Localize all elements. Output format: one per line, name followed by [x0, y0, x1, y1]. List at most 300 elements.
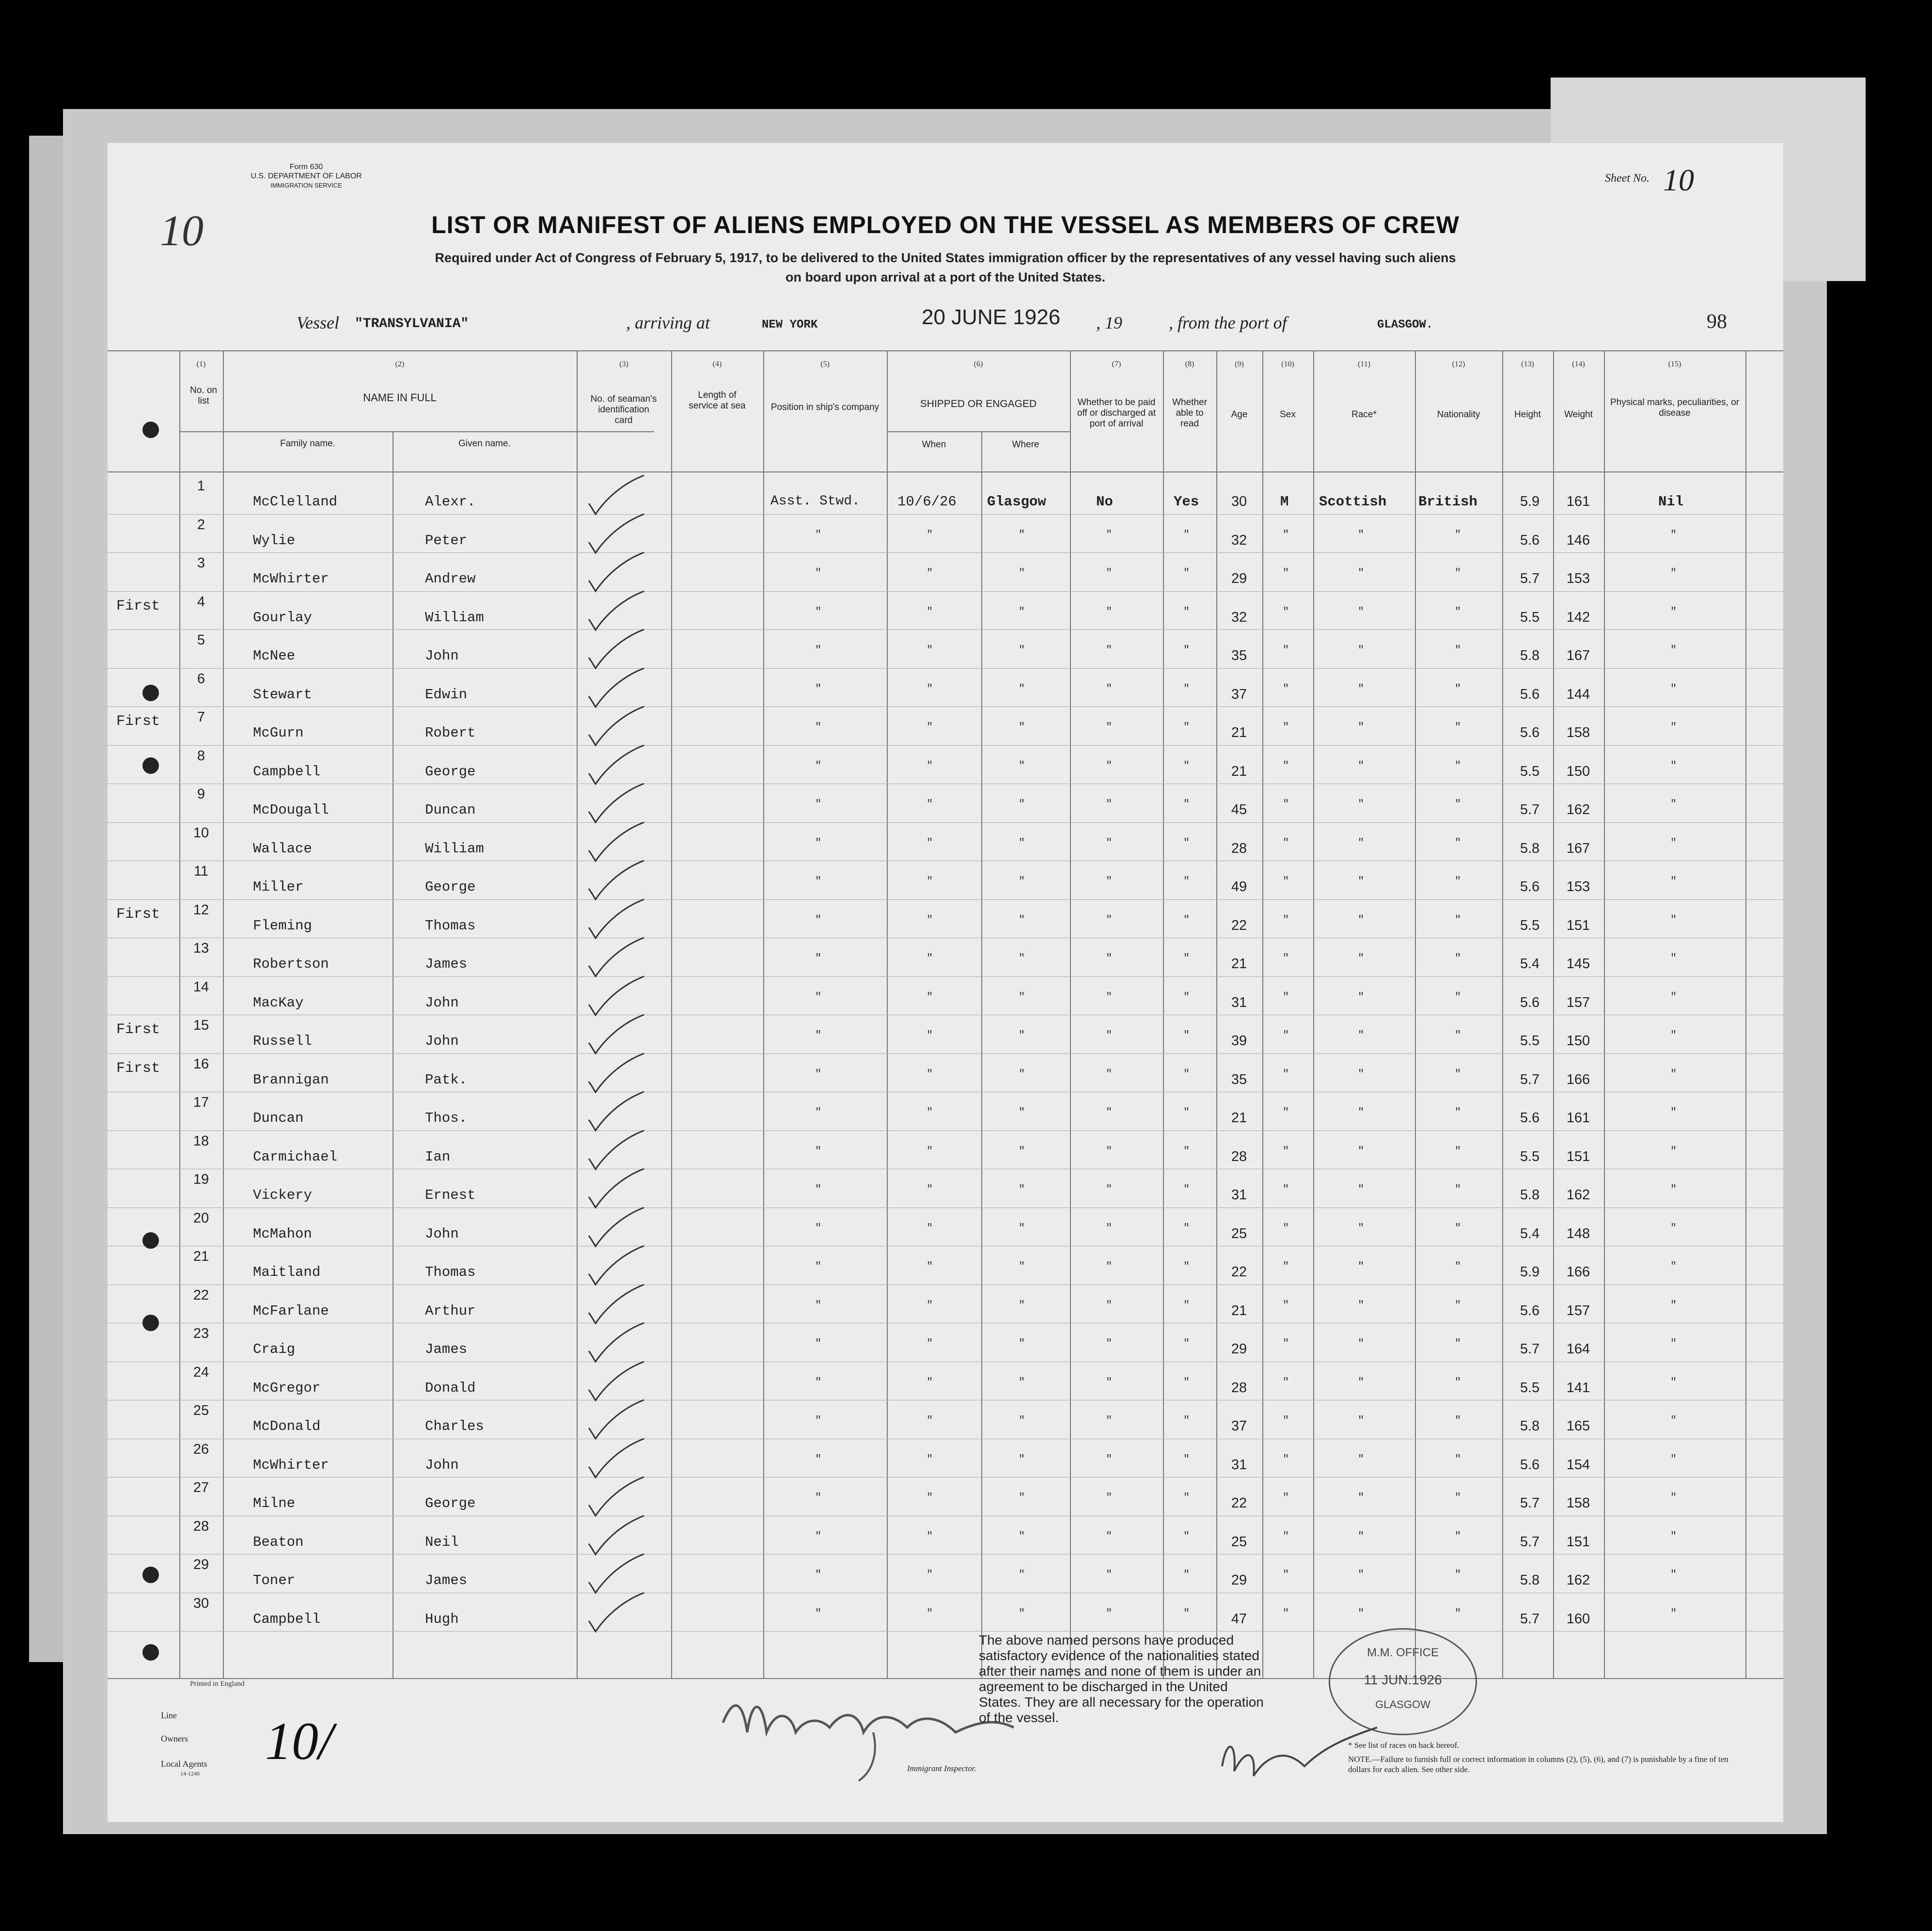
ditto-mark: "	[1283, 1530, 1289, 1542]
col5-number: (5)	[820, 360, 830, 368]
col13-label: Height	[1514, 409, 1541, 420]
ditto-mark: "	[1455, 1337, 1461, 1350]
ditto-mark: "	[1455, 952, 1461, 964]
row-number: 23	[193, 1326, 209, 1341]
ditto-mark: "	[1283, 1337, 1289, 1350]
weight-value: 150	[1566, 763, 1590, 779]
ditto-mark: "	[1183, 1029, 1190, 1041]
col7-number: (7)	[1112, 360, 1121, 368]
height-value: 5.5	[1520, 1148, 1540, 1164]
ditto-mark: "	[1455, 682, 1461, 695]
ditto-mark: "	[1670, 913, 1677, 926]
ditto-mark: "	[1183, 1530, 1190, 1542]
ditto-mark: "	[927, 1222, 933, 1234]
vessel-label: Vessel	[297, 313, 339, 332]
weight-value: 153	[1566, 571, 1590, 586]
family-name: McMahon	[253, 1225, 312, 1242]
col9-number: (9)	[1235, 360, 1244, 368]
weight-value: 141	[1566, 1380, 1590, 1396]
ditto-mark: "	[1019, 1068, 1025, 1080]
row-number: 26	[193, 1441, 209, 1457]
ditto-mark: "	[927, 1068, 933, 1080]
weight-value: 158	[1566, 725, 1590, 740]
row-number: 22	[193, 1287, 209, 1303]
given-name: Edwin	[425, 686, 468, 703]
given-name: Ernest	[425, 1187, 476, 1203]
ditto-mark: "	[1183, 1607, 1190, 1619]
weight-value: 161	[1566, 494, 1590, 509]
ditto-mark: "	[1106, 1145, 1113, 1157]
ditto-mark: "	[1283, 1068, 1289, 1080]
check-mark-icon	[585, 705, 648, 748]
ditto-mark: "	[1183, 567, 1190, 579]
check-mark-icon	[585, 1552, 648, 1596]
ditto-mark: "	[1106, 1376, 1113, 1388]
family-name: Campbell	[253, 763, 321, 780]
ditto-mark: "	[815, 1183, 822, 1195]
check-mark-icon	[585, 1206, 648, 1249]
family-name: Carmichael	[253, 1148, 338, 1165]
height-value: 5.7	[1520, 1611, 1540, 1627]
weight-value: 150	[1566, 1033, 1590, 1049]
ditto-mark: "	[1455, 1607, 1461, 1619]
ditto-mark: "	[1283, 1145, 1289, 1157]
ditto-mark: "	[1455, 605, 1461, 618]
right-page-number: 98	[1707, 311, 1727, 333]
ditto-mark: "	[1019, 1299, 1025, 1311]
punch-hole	[142, 757, 159, 774]
weight-value: 146	[1566, 532, 1590, 548]
ditto-mark: "	[815, 836, 822, 849]
row-rule	[108, 1130, 1783, 1131]
ditto-mark: "	[1358, 836, 1365, 849]
first-row-read: Yes	[1174, 494, 1199, 510]
ditto-mark: "	[927, 1183, 933, 1195]
ditto-mark: "	[1019, 528, 1025, 541]
ditto-mark: "	[815, 875, 822, 887]
col8-number: (8)	[1185, 360, 1194, 368]
row-number: 5	[197, 632, 205, 648]
ditto-mark: "	[1670, 1222, 1677, 1234]
col1-number: (1)	[196, 360, 206, 368]
family-name: Toner	[253, 1572, 296, 1588]
col14-number: (14)	[1572, 360, 1585, 368]
ditto-mark: "	[1455, 644, 1461, 656]
given-name: Alexr.	[425, 494, 476, 510]
ditto-mark: "	[1358, 605, 1365, 618]
row-rule	[108, 514, 1783, 515]
weight-value: 151	[1566, 1148, 1590, 1164]
col6-label: SHIPPED OR ENGAGED	[920, 398, 1037, 409]
ditto-mark: "	[1106, 1337, 1113, 1350]
year-label: , 19	[1096, 313, 1122, 332]
ditto-mark: "	[927, 1569, 933, 1581]
check-mark-icon	[585, 1052, 648, 1095]
ditto-mark: "	[1283, 605, 1289, 618]
given-name: Donald	[425, 1380, 476, 1396]
check-mark-icon	[585, 1360, 648, 1403]
sheet-number: 10	[1663, 163, 1694, 197]
ditto-mark: "	[1283, 1376, 1289, 1388]
ditto-mark: "	[1106, 605, 1113, 618]
ditto-mark: "	[1106, 1029, 1113, 1041]
row-number: 8	[197, 748, 205, 764]
ditto-mark: "	[1183, 605, 1190, 618]
check-mark-icon	[585, 936, 648, 979]
age-value: 31	[1231, 1457, 1247, 1473]
left-margin-note: First	[116, 1060, 160, 1077]
stamp-city: GLASGOW	[1375, 1698, 1430, 1711]
table-header-rule	[108, 471, 1783, 472]
family-name: Campbell	[253, 1611, 321, 1627]
family-name: McDougall	[253, 802, 329, 818]
ditto-mark: "	[1670, 990, 1677, 1003]
check-mark-icon	[585, 1013, 648, 1056]
col-line-6	[763, 350, 764, 1678]
col4-number: (4)	[712, 360, 722, 368]
ditto-mark: "	[1106, 528, 1113, 541]
height-value: 5.6	[1520, 725, 1540, 740]
ditto-mark: "	[1183, 759, 1190, 772]
col11-number: (11)	[1357, 360, 1371, 368]
ditto-mark: "	[1283, 759, 1289, 772]
family-name: McFarlane	[253, 1303, 329, 1319]
weight-value: 167	[1566, 840, 1590, 856]
row-rule	[108, 745, 1783, 746]
age-value: 37	[1231, 686, 1247, 702]
ditto-mark: "	[927, 1337, 933, 1350]
ditto-mark: "	[1455, 1068, 1461, 1080]
row-number: 14	[193, 979, 209, 995]
local-agents-label: Local Agents	[161, 1759, 207, 1769]
first-row-when: 10/6/26	[897, 494, 957, 510]
given-name: John	[425, 1225, 459, 1242]
col6-number: (6)	[974, 360, 983, 368]
col1-label: No. on list	[190, 385, 217, 406]
ditto-mark: "	[1455, 1376, 1461, 1388]
check-mark-icon	[585, 1514, 648, 1557]
row-number: 19	[193, 1172, 209, 1187]
row-number: 1	[197, 478, 205, 494]
ditto-mark: "	[1106, 1414, 1113, 1427]
col3-number: (3)	[619, 360, 628, 368]
check-mark-icon	[585, 859, 648, 902]
ditto-mark: "	[1019, 1222, 1025, 1234]
row-number: 17	[193, 1095, 209, 1110]
given-name: Thos.	[425, 1110, 468, 1126]
ditto-mark: "	[1106, 836, 1113, 849]
ditto-mark: "	[1283, 1607, 1289, 1619]
age-value: 31	[1231, 1187, 1247, 1203]
age-value: 37	[1231, 1418, 1247, 1434]
ditto-mark: "	[1358, 1453, 1365, 1465]
ditto-mark: "	[1283, 567, 1289, 579]
penalty-note: NOTE.—Failure to furnish full or correct information in columns (2), (5), (6), and (7) is punishable by a fine of ten dollars for each alien. See other side.	[1348, 1755, 1728, 1774]
row-number: 2	[197, 517, 205, 533]
table-top-rule	[108, 350, 1783, 351]
height-value: 5.6	[1520, 1457, 1540, 1473]
weight-value: 166	[1566, 1264, 1590, 1280]
height-value: 5.6	[1520, 532, 1540, 548]
check-mark-icon	[585, 666, 648, 710]
col-line-8	[981, 431, 982, 1678]
ditto-mark: "	[1455, 1299, 1461, 1311]
age-value: 21	[1231, 763, 1247, 779]
family-name: Milne	[253, 1495, 296, 1511]
punch-hole	[142, 1232, 159, 1249]
ditto-mark: "	[1183, 990, 1190, 1003]
ditto-mark: "	[1019, 1569, 1025, 1581]
col-line-12	[1262, 350, 1263, 1678]
family-name: McWhirter	[253, 1457, 329, 1473]
height-value: 5.6	[1520, 1110, 1540, 1126]
ditto-mark: "	[1106, 1299, 1113, 1311]
ditto-mark: "	[927, 990, 933, 1003]
ditto-mark: "	[1670, 1376, 1677, 1388]
age-value: 22	[1231, 917, 1247, 933]
weight-value: 166	[1566, 1071, 1590, 1087]
family-name: McGregor	[253, 1380, 321, 1396]
ditto-mark: "	[927, 1029, 933, 1041]
check-mark-icon	[585, 743, 648, 787]
ditto-mark: "	[1019, 644, 1025, 656]
ditto-mark: "	[1358, 759, 1365, 772]
ditto-mark: "	[927, 875, 933, 887]
from-port: GLASGOW.	[1377, 318, 1433, 331]
ditto-mark: "	[1455, 1106, 1461, 1118]
ditto-mark: "	[1670, 567, 1677, 579]
ditto-mark: "	[815, 1337, 822, 1350]
check-mark-icon	[585, 820, 648, 864]
col6-when-label: When	[922, 440, 946, 450]
check-mark-icon	[585, 974, 648, 1018]
manifest-page	[108, 143, 1783, 1822]
ditto-mark: "	[927, 1299, 933, 1311]
ditto-mark: "	[815, 1530, 822, 1542]
manifest-subtitle-1: Required under Act of Congress of February 5, 1917, to be delivered to the United States immigration officer by the representatives of any vessel having such aliens	[435, 251, 1456, 265]
row-number: 11	[193, 863, 209, 879]
col10-number: (10)	[1281, 360, 1294, 368]
punch-hole	[142, 1567, 159, 1583]
check-mark-icon	[585, 628, 648, 671]
col2-number: (2)	[395, 360, 405, 368]
first-row-paid-off: No	[1096, 494, 1113, 510]
ditto-mark: "	[1183, 1145, 1190, 1157]
given-name: Neil	[425, 1534, 459, 1550]
row-rule	[108, 668, 1783, 669]
ditto-mark: "	[815, 759, 822, 772]
ditto-mark: "	[815, 913, 822, 926]
ditto-mark: "	[1455, 528, 1461, 541]
family-name: Fleming	[253, 917, 312, 934]
row-rule	[108, 1631, 1783, 1632]
ditto-mark: "	[1670, 1607, 1677, 1619]
punch-hole	[142, 1644, 159, 1661]
age-value: 28	[1231, 1380, 1247, 1396]
ditto-mark: "	[1455, 721, 1461, 733]
given-name: Thomas	[425, 917, 476, 934]
ditto-mark: "	[1019, 990, 1025, 1003]
ditto-mark: "	[1106, 913, 1113, 926]
ditto-mark: "	[1358, 1376, 1365, 1388]
punch-hole	[142, 685, 159, 701]
ditto-mark: "	[1455, 836, 1461, 849]
height-value: 5.6	[1520, 686, 1540, 702]
check-mark-icon	[585, 1244, 648, 1287]
ditto-mark: "	[1019, 913, 1025, 926]
col5-label: Position in ship's company	[770, 402, 880, 412]
ditto-mark: "	[1358, 1222, 1365, 1234]
height-value: 5.9	[1520, 1264, 1540, 1280]
ditto-mark: "	[1358, 798, 1365, 810]
height-value: 5.7	[1520, 1534, 1540, 1550]
ditto-mark: "	[1455, 1569, 1461, 1581]
first-row-position: Asst. Stwd.	[770, 494, 860, 509]
ditto-mark: "	[927, 1530, 933, 1542]
height-value: 5.7	[1520, 802, 1540, 817]
check-mark-icon	[585, 1475, 648, 1519]
race-footnote: * See list of races on back hereof.	[1348, 1741, 1460, 1750]
row-rule	[108, 976, 1783, 977]
ditto-mark: "	[1019, 1453, 1025, 1465]
ditto-mark: "	[815, 605, 822, 618]
manifest-subtitle-2: on board upon arrival at a port of the United States.	[785, 270, 1106, 284]
vessel-name: "TRANSYLVANIA"	[355, 316, 469, 331]
ditto-mark: "	[1670, 1530, 1677, 1542]
ditto-mark: "	[1283, 990, 1289, 1003]
height-value: 5.7	[1520, 1071, 1540, 1087]
ditto-mark: "	[1670, 798, 1677, 810]
ditto-mark: "	[1455, 1029, 1461, 1041]
form-number: Form 630	[289, 163, 323, 171]
age-value: 45	[1231, 802, 1247, 817]
col-line-5	[671, 350, 672, 1678]
handwritten-ten: 10/	[265, 1711, 333, 1771]
ditto-mark: "	[1283, 1414, 1289, 1427]
ditto-mark: "	[927, 605, 933, 618]
given-name: William	[425, 609, 484, 626]
check-mark-icon	[585, 550, 648, 594]
declaration-text: The above named persons have produced satisfactory evidence of the nationalities stated after their names and none of them is under an agreement to be discharged in the United States. They are all necessary for the operation of the vessel.	[979, 1633, 1264, 1725]
check-mark-icon	[585, 1398, 648, 1442]
age-value: 22	[1231, 1264, 1247, 1280]
ditto-mark: "	[1358, 952, 1365, 964]
ditto-mark: "	[1670, 682, 1677, 695]
ditto-mark: "	[1670, 1569, 1677, 1581]
weight-value: 162	[1566, 1572, 1590, 1588]
ditto-mark: "	[1358, 875, 1365, 887]
row-number: 21	[193, 1249, 209, 1264]
ditto-mark: "	[1106, 798, 1113, 810]
left-margin-note: First	[116, 597, 160, 614]
age-value: 39	[1231, 1033, 1247, 1049]
ditto-mark: "	[815, 1222, 822, 1234]
ditto-mark: "	[1183, 798, 1190, 810]
ditto-mark: "	[1019, 759, 1025, 772]
ditto-mark: "	[1283, 1299, 1289, 1311]
col2-family-label: Family name.	[280, 439, 336, 449]
ditto-mark: "	[1183, 913, 1190, 926]
given-name: Peter	[425, 532, 468, 549]
row-number: 4	[197, 594, 205, 610]
age-value: 30	[1231, 494, 1247, 509]
ditto-mark: "	[1183, 1260, 1190, 1272]
col3-label: No. of seaman's identification card	[590, 394, 657, 425]
ditto-mark: "	[1019, 836, 1025, 849]
ditto-mark: "	[1358, 990, 1365, 1003]
height-value: 5.4	[1520, 956, 1540, 972]
ditto-mark: "	[927, 528, 933, 541]
given-name: James	[425, 1572, 468, 1588]
height-value: 5.8	[1520, 1418, 1540, 1434]
given-name: George	[425, 1495, 476, 1511]
ditto-mark: "	[815, 990, 822, 1003]
given-name: James	[425, 1341, 468, 1357]
ditto-mark: "	[1670, 1337, 1677, 1350]
height-value: 5.5	[1520, 1033, 1540, 1049]
weight-value: 162	[1566, 802, 1590, 817]
family-name: Miller	[253, 879, 304, 895]
age-value: 35	[1231, 648, 1247, 663]
ditto-mark: "	[1183, 1414, 1190, 1427]
weight-value: 148	[1566, 1225, 1590, 1241]
ditto-mark: "	[1106, 1106, 1113, 1118]
ditto-mark: "	[815, 567, 822, 579]
ditto-mark: "	[1019, 1376, 1025, 1388]
ditto-mark: "	[1283, 1453, 1289, 1465]
ditto-mark: "	[1283, 913, 1289, 926]
ditto-mark: "	[1106, 1260, 1113, 1272]
ditto-mark: "	[1455, 1453, 1461, 1465]
ditto-mark: "	[927, 1491, 933, 1504]
ditto-mark: "	[1455, 1414, 1461, 1427]
ditto-mark: "	[1455, 1222, 1461, 1234]
ditto-mark: "	[1283, 644, 1289, 656]
ditto-mark: "	[1183, 1569, 1190, 1581]
ditto-mark: "	[927, 759, 933, 772]
form-header	[248, 162, 364, 190]
col-line-14	[1415, 350, 1416, 1678]
ditto-mark: "	[1019, 721, 1025, 733]
height-value: 5.5	[1520, 917, 1540, 933]
ditto-mark: "	[1358, 1183, 1365, 1195]
row-number: 7	[197, 709, 205, 725]
ditto-mark: "	[1455, 759, 1461, 772]
left-margin-note: First	[116, 906, 160, 923]
given-name: Charles	[425, 1418, 484, 1434]
ditto-mark: "	[927, 721, 933, 733]
ditto-mark: "	[927, 682, 933, 695]
ditto-mark: "	[1670, 1183, 1677, 1195]
ditto-mark: "	[1283, 836, 1289, 849]
ditto-mark: "	[1183, 952, 1190, 964]
weight-value: 160	[1566, 1611, 1590, 1627]
arriving-port: NEW YORK	[762, 318, 818, 331]
first-row-where: Glasgow	[987, 494, 1046, 510]
ditto-mark: "	[815, 644, 822, 656]
row-number: 9	[197, 786, 205, 802]
ditto-mark: "	[927, 913, 933, 926]
col9-label: Age	[1231, 409, 1248, 420]
row-number: 30	[193, 1595, 209, 1611]
ditto-mark: "	[1358, 1414, 1365, 1427]
row-number: 27	[193, 1480, 209, 1495]
check-mark-icon	[585, 1090, 648, 1133]
ditto-mark: "	[1358, 528, 1365, 541]
col-line-10	[1163, 350, 1164, 1678]
ditto-mark: "	[1358, 1337, 1365, 1350]
ditto-mark: "	[1283, 1183, 1289, 1195]
